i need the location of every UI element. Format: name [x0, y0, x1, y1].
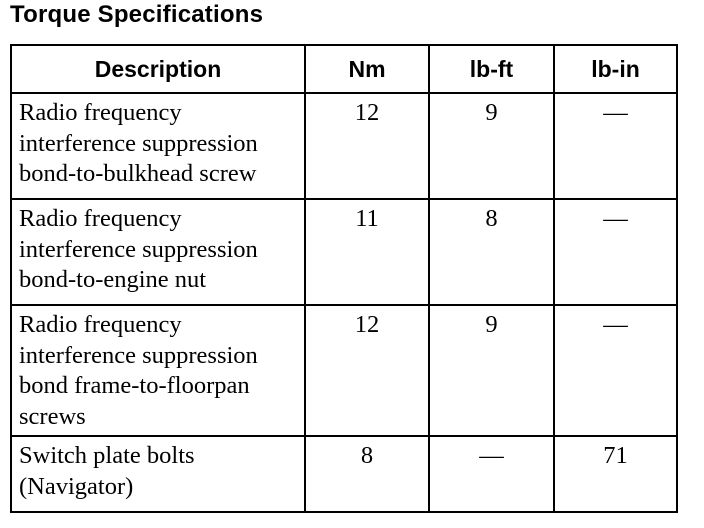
lbin-value: — — [554, 93, 677, 199]
lbft-value: 9 — [429, 305, 554, 436]
table-header-row — [11, 45, 677, 93]
description-line: Switch plate bolts — [19, 442, 195, 469]
nm-value: 12 — [305, 305, 429, 436]
description-line: screws — [19, 402, 86, 430]
description-line: (Navigator) — [19, 472, 134, 500]
lbft-value: 8 — [429, 199, 554, 305]
description-line: interference suppression — [19, 341, 258, 369]
lbin-value: — — [554, 199, 677, 305]
nm-value: 11 — [305, 199, 429, 305]
table-row — [11, 93, 677, 199]
column-header-lbft: lb-ft — [429, 45, 554, 93]
table-row — [11, 199, 677, 305]
nm-value: 12 — [305, 93, 429, 199]
description-line: Radio frequency — [19, 311, 182, 338]
column-header-description: Description — [11, 45, 305, 93]
nm-value: 8 — [305, 436, 429, 512]
description-line: Radio frequency — [19, 99, 182, 126]
description-line: interference suppression — [19, 129, 258, 157]
description-cell — [11, 93, 305, 199]
page-title: Torque Specifications — [10, 1, 264, 28]
description-line: bond frame-to-floorpan — [19, 372, 250, 399]
lbin-value: — — [554, 305, 677, 436]
column-header-nm: Nm — [305, 45, 429, 93]
lbft-value: 9 — [429, 93, 554, 199]
description-cell — [11, 436, 305, 512]
table-row — [11, 436, 677, 512]
column-header-lbin: lb-in — [554, 45, 677, 93]
description-line: bond-to-engine nut — [19, 266, 207, 293]
description-cell — [11, 305, 305, 436]
description-cell — [11, 199, 305, 305]
lbft-value: — — [429, 436, 554, 512]
torque-specifications-table — [10, 44, 678, 513]
lbin-value: 71 — [554, 436, 677, 512]
description-line: interference suppression — [19, 235, 258, 263]
table-row — [11, 305, 677, 436]
description-line: bond-to-bulkhead screw — [19, 160, 257, 187]
description-line: Radio frequency — [19, 205, 182, 232]
